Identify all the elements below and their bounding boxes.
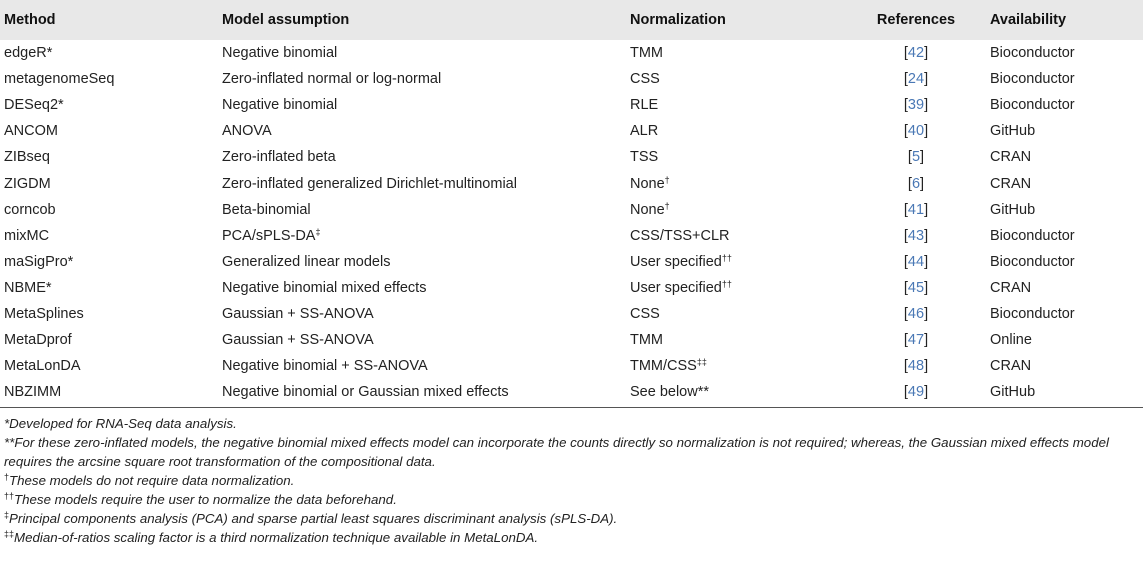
- cell-method-text: MetaLonDA: [4, 358, 81, 375]
- footnote-symbol: ‡‡: [4, 529, 15, 540]
- table-row: [0, 301, 1143, 327]
- cell-availability: [986, 353, 1143, 379]
- header-availability: Availability: [990, 12, 1067, 28]
- table-row: [0, 144, 1143, 170]
- cell-model-assumption-text: Gaussian + SS-ANOVA: [222, 332, 374, 349]
- table-header-row: [0, 0, 1143, 40]
- footnote-marker: ‡: [315, 226, 321, 237]
- cell-availability-text: CRAN: [990, 149, 1032, 166]
- header-references: References: [876, 12, 956, 28]
- reference-link[interactable]: 40: [907, 123, 925, 140]
- cell-model-assumption: [218, 301, 626, 327]
- cell-reference: [39]: [903, 97, 929, 114]
- cell-availability-text: CRAN: [990, 358, 1032, 375]
- reference-link[interactable]: 41: [907, 201, 925, 218]
- cell-reference: [46]: [903, 305, 929, 322]
- cell-normalization-text: None: [630, 201, 665, 218]
- cell-model-assumption-text: Zero-inflated normal or log-normal: [222, 71, 442, 88]
- cell-method: [0, 197, 218, 223]
- cell-availability: [986, 92, 1143, 118]
- cell-model-assumption: [218, 144, 626, 170]
- table-body: [0, 40, 1143, 408]
- cell-normalization: [626, 66, 842, 92]
- cell-normalization-text: User specified: [630, 253, 722, 270]
- table-row: [0, 66, 1143, 92]
- cell-normalization-text: TMM/CSS: [630, 358, 697, 375]
- cell-model-assumption-text: Negative binomial + SS-ANOVA: [222, 358, 428, 375]
- footnote-text: These models require the user to normalize the data beforehand.: [14, 492, 397, 508]
- cell-model-assumption: [218, 249, 626, 275]
- cell-method-text: ANCOM: [4, 123, 58, 140]
- cell-availability: [986, 170, 1143, 196]
- cell-availability: [986, 66, 1143, 92]
- cell-reference: [48]: [903, 358, 929, 375]
- cell-model-assumption: [218, 223, 626, 249]
- cell-normalization-text: CSS: [630, 71, 660, 88]
- cell-model-assumption: [218, 353, 626, 379]
- table-row: [0, 170, 1143, 196]
- cell-normalization: [626, 118, 842, 144]
- footnote-text: These models do not require data normalization.: [9, 473, 295, 489]
- cell-availability-text: GitHub: [990, 384, 1036, 401]
- cell-model-assumption: [218, 197, 626, 223]
- cell-availability: [986, 301, 1143, 327]
- cell-availability-text: GitHub: [990, 201, 1036, 218]
- cell-availability: [986, 118, 1143, 144]
- cell-method-text: MetaDprof: [4, 332, 72, 349]
- cell-availability: [986, 275, 1143, 301]
- reference-link[interactable]: 42: [907, 45, 925, 62]
- cell-reference: [43]: [903, 227, 929, 244]
- cell-model-assumption-text: Negative binomial: [222, 45, 338, 62]
- cell-reference: [47]: [903, 332, 929, 349]
- cell-normalization: [626, 249, 842, 275]
- footnote: [4, 433, 1139, 471]
- cell-method-text: NBZIMM: [4, 384, 62, 401]
- cell-model-assumption: [218, 118, 626, 144]
- cell-model-assumption: [218, 92, 626, 118]
- cell-model-assumption: [218, 379, 626, 408]
- cell-normalization: [626, 379, 842, 408]
- cell-normalization: [626, 275, 842, 301]
- footnote-marker: ‡‡: [696, 357, 707, 368]
- reference-link[interactable]: 5: [911, 149, 921, 166]
- cell-availability-text: Bioconductor: [990, 305, 1075, 322]
- cell-method-text: maSigPro*: [4, 253, 74, 270]
- cell-normalization-text: TSS: [630, 149, 659, 166]
- cell-availability: [986, 327, 1143, 353]
- cell-model-assumption: [218, 40, 626, 66]
- reference-link[interactable]: 6: [911, 175, 921, 192]
- cell-normalization-text: RLE: [630, 97, 659, 114]
- cell-method: [0, 353, 218, 379]
- cell-model-assumption-text: Negative binomial or Gaussian mixed effects: [222, 384, 509, 401]
- cell-method: [0, 379, 218, 408]
- cell-normalization-text: CSS: [630, 305, 660, 322]
- table-row: [0, 379, 1143, 408]
- cell-normalization: [626, 144, 842, 170]
- cell-reference: [49]: [842, 379, 986, 408]
- cell-availability: [986, 223, 1143, 249]
- footnote-marker: ††: [721, 278, 732, 289]
- reference-link[interactable]: 49: [907, 384, 925, 401]
- reference-link[interactable]: 48: [907, 358, 925, 375]
- reference-link[interactable]: 47: [907, 332, 925, 349]
- cell-reference: [41]: [903, 201, 929, 218]
- cell-normalization: [626, 301, 842, 327]
- cell-reference: [24]: [903, 71, 929, 88]
- cell-method-text: ZIBseq: [4, 149, 50, 166]
- reference-link[interactable]: 46: [907, 305, 925, 322]
- cell-method-text: MetaSplines: [4, 305, 84, 322]
- footnote-marker: †: [664, 200, 670, 211]
- table-row: [0, 118, 1143, 144]
- table-row: [0, 353, 1143, 379]
- cell-method: [0, 170, 218, 196]
- footnote-symbol: †: [4, 472, 10, 483]
- cell-method: [0, 327, 218, 353]
- cell-method: [0, 301, 218, 327]
- table-row: [0, 92, 1143, 118]
- cell-model-assumption-text: Zero-inflated generalized Dirichlet-multinomial: [222, 175, 517, 192]
- cell-reference: [40]: [903, 123, 929, 140]
- cell-model-assumption: [218, 327, 626, 353]
- cell-model-assumption-text: Negative binomial mixed effects: [222, 279, 427, 296]
- cell-availability-text: Bioconductor: [990, 71, 1075, 88]
- cell-normalization-text: User specified: [630, 279, 722, 296]
- cell-model-assumption-text: PCA/sPLS-DA: [222, 227, 316, 244]
- cell-method: [0, 275, 218, 301]
- cell-model-assumption: [218, 66, 626, 92]
- cell-model-assumption-text: ANOVA: [222, 123, 272, 140]
- reference-link[interactable]: 43: [907, 227, 925, 244]
- footnote-text: Principal components analysis (PCA) and sparse partial least squares discriminant analysis (sPLS-DA).: [9, 511, 618, 527]
- header-model-assumption: Model assumption: [222, 12, 350, 28]
- cell-reference: [5]: [907, 149, 925, 166]
- cell-normalization: [626, 353, 842, 379]
- cell-normalization: [626, 327, 842, 353]
- footnote-symbol: ††: [4, 491, 15, 502]
- cell-normalization-text: CSS/TSS+CLR: [630, 227, 730, 244]
- cell-reference: [6]: [907, 175, 925, 192]
- cell-reference: [42]: [903, 45, 929, 62]
- cell-model-assumption-text: Zero-inflated beta: [222, 149, 336, 166]
- footnote-text: *Developed for RNA-Seq data analysis.: [4, 416, 237, 432]
- cell-method: [0, 223, 218, 249]
- cell-availability-text: GitHub: [990, 123, 1036, 140]
- cell-availability: [986, 40, 1143, 66]
- cell-model-assumption: [218, 170, 626, 196]
- cell-normalization-text: TMM: [630, 45, 664, 62]
- footnote: [4, 528, 1139, 547]
- cell-availability-text: Bioconductor: [990, 97, 1075, 114]
- cell-availability-text: Bioconductor: [990, 45, 1075, 62]
- footnote-text: Median-of-ratios scaling factor is a third normalization technique available in MetaLonDA.: [14, 530, 539, 546]
- cell-method: [0, 144, 218, 170]
- footnote-marker: ††: [721, 252, 732, 263]
- cell-model-assumption-text: Negative binomial: [222, 97, 338, 114]
- cell-availability-text: CRAN: [990, 175, 1032, 192]
- table-row: [0, 197, 1143, 223]
- cell-normalization: [626, 223, 842, 249]
- cell-normalization-text: See below**: [630, 384, 709, 401]
- footnote-symbol: ‡: [4, 510, 10, 521]
- footnote: [4, 471, 1139, 490]
- cell-method-text: metagenomeSeq: [4, 71, 115, 88]
- cell-availability: [986, 197, 1143, 223]
- cell-method: [0, 249, 218, 275]
- cell-availability-text: Bioconductor: [990, 227, 1075, 244]
- reference-link[interactable]: 45: [907, 279, 925, 296]
- reference-link[interactable]: 39: [907, 97, 925, 114]
- cell-method: [0, 92, 218, 118]
- cell-reference: [44]: [903, 253, 929, 270]
- cell-method: [0, 40, 218, 66]
- cell-normalization: [626, 197, 842, 223]
- cell-method-text: ZIGDM: [4, 175, 51, 192]
- table-row: [0, 275, 1143, 301]
- cell-method-text: DESeq2*: [4, 97, 64, 114]
- table-row: [0, 223, 1143, 249]
- cell-method-text: edgeR*: [4, 45, 53, 62]
- cell-method-text: corncob: [4, 201, 56, 218]
- header-normalization: Normalization: [630, 12, 726, 28]
- cell-method-text: mixMC: [4, 227, 50, 244]
- cell-normalization: [626, 40, 842, 66]
- cell-method: [0, 118, 218, 144]
- cell-model-assumption-text: Gaussian + SS-ANOVA: [222, 305, 374, 322]
- table-row: [0, 249, 1143, 275]
- cell-method: [0, 66, 218, 92]
- cell-model-assumption: [218, 275, 626, 301]
- cell-normalization-text: ALR: [630, 123, 659, 140]
- cell-availability-text: Online: [990, 332, 1032, 349]
- reference-link[interactable]: 44: [907, 253, 925, 270]
- footnote-marker: †: [664, 174, 670, 185]
- cell-normalization: [626, 92, 842, 118]
- footnote: [4, 490, 1139, 509]
- table-footnotes: [0, 408, 1143, 547]
- cell-normalization-text: TMM: [630, 332, 664, 349]
- cell-reference: [45]: [903, 279, 929, 296]
- cell-availability-text: Bioconductor: [990, 253, 1075, 270]
- cell-model-assumption-text: Beta-binomial: [222, 201, 311, 218]
- header-method: Method: [4, 12, 56, 28]
- table-row: [0, 40, 1143, 66]
- cell-model-assumption-text: Generalized linear models: [222, 253, 391, 270]
- cell-normalization: [626, 170, 842, 196]
- cell-availability-text: CRAN: [990, 279, 1032, 296]
- cell-normalization-text: None: [630, 175, 665, 192]
- footnote: [4, 509, 1139, 528]
- cell-availability: [986, 379, 1143, 408]
- footnote-text: **For these zero-inflated models, the negative binomial mixed effects model can incorporate the counts directly so normalization is not required; whereas, the Gaussian mixed effects model requires the arcsine square root transformation of the compositional data.: [4, 435, 1109, 470]
- cell-availability: [986, 249, 1143, 275]
- reference-link[interactable]: 24: [907, 71, 925, 88]
- cell-availability: [986, 144, 1143, 170]
- footnote: [4, 414, 1139, 433]
- table-row: [0, 327, 1143, 353]
- cell-method-text: NBME*: [4, 279, 52, 296]
